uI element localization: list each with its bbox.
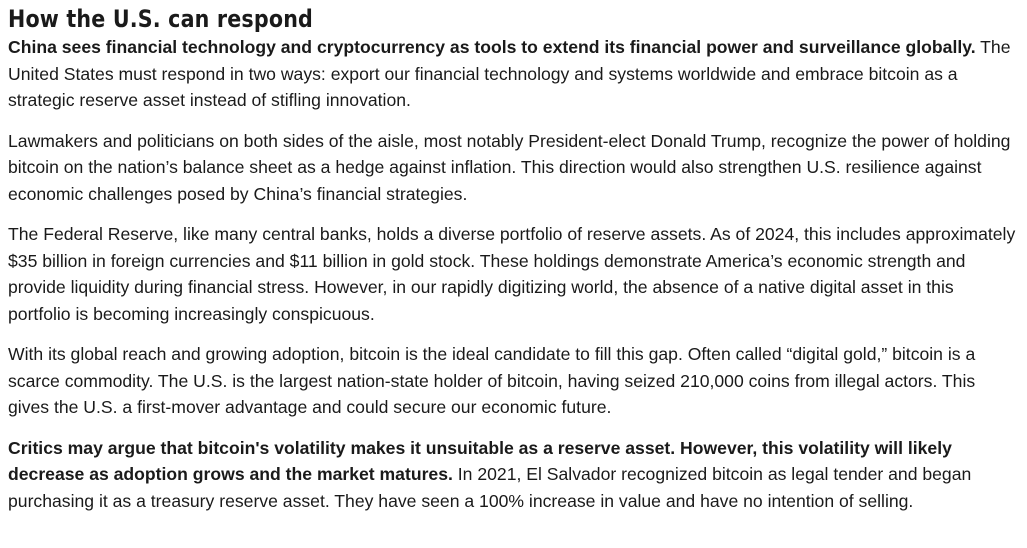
paragraph-3 <box>8 221 1019 327</box>
paragraph-5-lead: Critics may argue that bitcoin's volatility makes it unsuitable as a reserve asset. However, this volatility will likely decrease as adoption grows and the market matures. <box>8 437 952 484</box>
paragraph-4-body: With its global reach and growing adoption, bitcoin is the ideal candidate to fill this gap. Often called “digital gold,” bitcoin is a scarce commodity. The U.S. is the largest nation-state holder of bitcoin, having seized 210,000 coins from illegal actors. This gives the U.S. a first-mover advantage and could secure our economic future. <box>8 344 976 417</box>
paragraph-1-body: The United States must respond in two ways: export our financial technology and systems worldwide and embrace bitcoin as a strategic reserve asset instead of stifling innovation. <box>8 37 1011 110</box>
paragraph-3-body: The Federal Reserve, like many central banks, holds a diverse portfolio of reserve assets. As of 2024, this includes approximately $35 billion in foreign currencies and $11 billion in gold stock. These holdings demonstrate America’s economic strength and provide liquidity during financial stress. However, in our rapidly digitizing world, the absence of a native digital asset in this portfolio is becoming increasingly conspicuous. <box>8 224 1016 324</box>
paragraph-5 <box>8 435 1019 515</box>
paragraph-1 <box>8 34 1019 114</box>
section-heading: How the U.S. can respond <box>8 5 314 33</box>
paragraph-4 <box>8 341 1019 421</box>
paragraph-2 <box>8 128 1019 208</box>
paragraph-2-body: Lawmakers and politicians on both sides of the aisle, most notably President-elect Donald Trump, recognize the power of holding bitcoin on the nation’s balance sheet as a hedge against inflation. This direction would also strengthen U.S. resilience against economic challenges posed by China’s financial strategies. <box>8 130 1011 204</box>
paragraph-1-lead: China sees financial technology and cryptocurrency as tools to extend its financial power and surveillance globally. <box>8 37 976 57</box>
paragraph-5-body: In 2021, El Salvador recognized bitcoin as legal tender and began purchasing it as a treasury reserve asset. They have seen a 100% increase in value and have no intention of selling. <box>8 464 972 511</box>
